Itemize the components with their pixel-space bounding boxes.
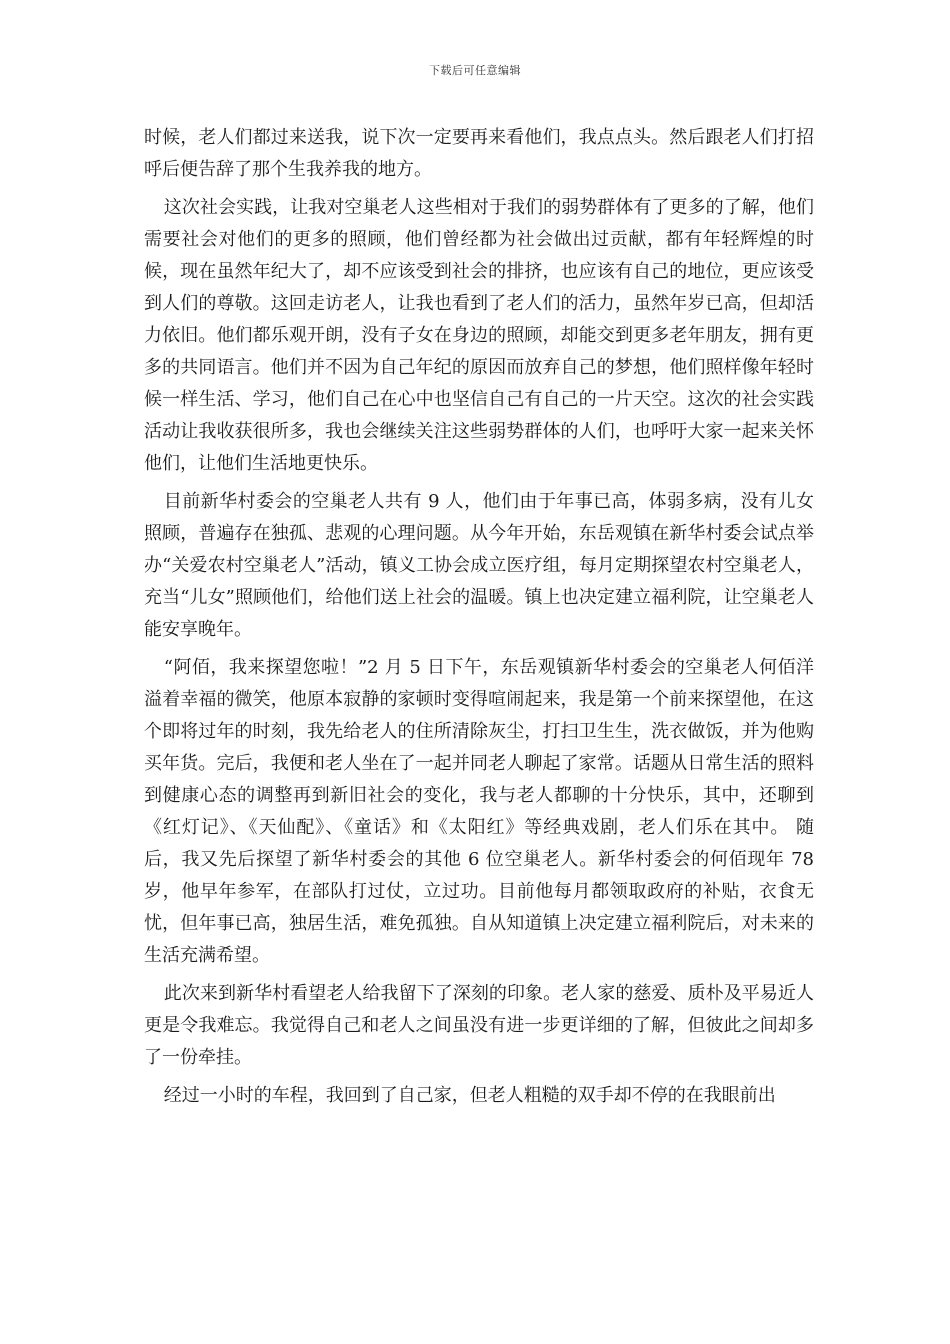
paragraph-1: 时候，老人们都过来送我，说下次一定要再来看他们，我点点头。然后跟老人们打招呼后便告辞了那个生我养我的地方。 [144,127,814,180]
paragraph-6: 经过一小时的车程，我回到了自己家，但老人粗糙的双手却不停的在我眼前出 [163,1085,776,1106]
paragraph-5: 此次来到新华村看望老人给我留下了深刻的印象。老人家的慈爱、质朴及平易近人更是令我难忘。我觉得自己和老人之间虽没有进一步更详细的了解，但彼此之间却多了一份牵挂。 [144,983,814,1068]
page-header: 下载后可任意编辑 [429,64,521,77]
paragraph-2: 这次社会实践，让我对空巢老人这些相对于我们的弱势群体有了更多的了解，他们需要社会对他们的更多的照顾，他们曾经都为社会做出过贡献，都有年轻辉煌的时候，现在虽然年纪大了，却不应该受到社会的排挤，也应该有自己的地位，更应该受到人们的尊敬。这回走访老人，让我也看到了老人们的活力，虽然年岁已高，但却活力依旧。他们都乐观开朗，没有子女在身边的照顾，却能交到更多老年朋友，拥有更多的共同语言。他们并不因为自己年纪的原因而放弃自己的梦想，他们照样像年轻时候一样生活、学习，他们自己在心中也坚信自己有自己的一片天空。这次的社会实践活动让我收获很所多，我也会继续关注这些弱势群体的人们，也呼吁大家一起来关怀他们，让他们生活地更快乐。 [144,197,814,474]
paragraph-3: 目前新华村委会的空巢老人共有 9 人，他们由于年事已高，体弱多病，没有儿女照顾，普遍存在独孤、悲观的心理问题。从今年开始，东岳观镇在新华村委会试点举办“关爱农村空巢老人”活动，镇义工协会成立医疗组，每月定期探望农村空巢老人，充当“儿女”照顾他们，给他们送上社会的温暖。镇上也决定建立福利院，让空巢老人能安享晚年。 [144,491,814,640]
paragraph-4: “阿佰，我来探望您啦！”2 月 5 日下午，东岳观镇新华村委会的空巢老人何佰洋溢着幸福的微笑，他原本寂静的家顿时变得喧闹起来，我是第一个前来探望他，在这个即将过年的时刻，我先给老人的住所清除灰尘，打扫卫生生，洗衣做饭，并为他购买年货。完后，我便和老人坐在了一起并同老人聊起了家常。话题从日常生活的照料到健康心态的调整再到新旧社会的变化，我与老人都聊的十分快乐，其中，还聊到《红灯记》、《天仙配》、《童话》和《太阳红》等经典戏剧，老人们乐在其中。 随后，我又先后探望了新华村委会的其他 6 位空巢老人。新华村委会的何佰现年 78 岁，他早年参军，在部队打过仗，立过功。目前他每月都领取政府的补贴，衣食无忧，但年事已高，独居生活，难免孤独。自从知道镇上决定建立福利院后，对未来的生活充满希望。 [144,657,814,966]
document-body [144,122,814,1118]
